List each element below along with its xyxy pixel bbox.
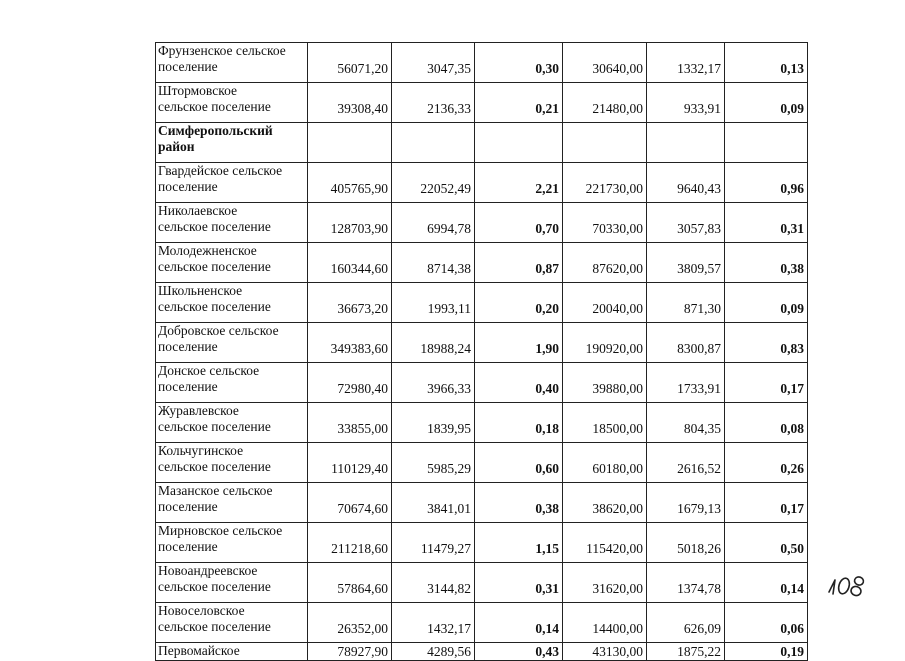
settlement-name-cell <box>156 243 308 283</box>
name-line: поселение <box>158 179 218 194</box>
value-cell-3: 0,60 <box>475 443 563 483</box>
value-cell-5: 871,30 <box>647 283 725 323</box>
name-line: Симферопольский <box>158 123 273 138</box>
value-cell-2: 11479,27 <box>392 523 475 563</box>
value-cell-4: 190920,00 <box>563 323 647 363</box>
settlement-name-cell <box>156 323 308 363</box>
value-cell-5: 9640,43 <box>647 163 725 203</box>
value-cell-3: 0,31 <box>475 563 563 603</box>
name-line: сельское поселение <box>158 619 271 634</box>
value-cell-1: 349383,60 <box>308 323 392 363</box>
settlement-name-cell <box>156 403 308 443</box>
name-line: район <box>158 139 195 154</box>
value-cell-2: 8714,38 <box>392 243 475 283</box>
settlement-name-cell <box>156 163 308 203</box>
value-cell-6: 0,19 <box>725 643 808 661</box>
value-cell-1: 57864,60 <box>308 563 392 603</box>
name-line: Добровское сельское <box>158 323 279 338</box>
value-cell-1: 72980,40 <box>308 363 392 403</box>
value-cell-2: 3047,35 <box>392 43 475 83</box>
value-cell-5: 2616,52 <box>647 443 725 483</box>
value-cell-3: 0,30 <box>475 43 563 83</box>
value-cell-3 <box>475 123 563 163</box>
name-line: Гвардейское сельское <box>158 163 283 178</box>
value-cell-1: 39308,40 <box>308 83 392 123</box>
value-cell-4: 70330,00 <box>563 203 647 243</box>
value-cell-4: 21480,00 <box>563 83 647 123</box>
name-line: сельское поселение <box>158 99 271 114</box>
value-cell-5: 3057,83 <box>647 203 725 243</box>
value-cell-3: 0,40 <box>475 363 563 403</box>
value-cell-6: 0,50 <box>725 523 808 563</box>
value-cell-4: 18500,00 <box>563 403 647 443</box>
value-cell-5: 1374,78 <box>647 563 725 603</box>
value-cell-6: 0,38 <box>725 243 808 283</box>
settlement-name-cell <box>156 483 308 523</box>
value-cell-1: 36673,20 <box>308 283 392 323</box>
value-cell-2: 18988,24 <box>392 323 475 363</box>
value-cell-3: 0,70 <box>475 203 563 243</box>
name-line: сельское поселение <box>158 579 271 594</box>
value-cell-2: 4289,56 <box>392 643 475 661</box>
value-cell-3: 1,15 <box>475 523 563 563</box>
value-cell-3: 2,21 <box>475 163 563 203</box>
settlement-name-cell <box>156 563 308 603</box>
value-cell-1: 211218,60 <box>308 523 392 563</box>
table-row <box>156 523 808 563</box>
settlement-name-cell <box>156 643 308 661</box>
value-cell-6: 0,17 <box>725 363 808 403</box>
value-cell-6: 0,17 <box>725 483 808 523</box>
settlement-name-cell <box>156 283 308 323</box>
value-cell-2: 1993,11 <box>392 283 475 323</box>
value-cell-1: 128703,90 <box>308 203 392 243</box>
value-cell-4: 39880,00 <box>563 363 647 403</box>
value-cell-5: 5018,26 <box>647 523 725 563</box>
value-cell-6: 0,08 <box>725 403 808 443</box>
name-line: сельское поселение <box>158 419 271 434</box>
value-cell-5 <box>647 123 725 163</box>
name-line: поселение <box>158 539 218 554</box>
value-cell-5: 933,91 <box>647 83 725 123</box>
value-cell-4: 60180,00 <box>563 443 647 483</box>
table-row <box>156 443 808 483</box>
value-cell-2: 22052,49 <box>392 163 475 203</box>
name-line: Донское сельское <box>158 363 260 378</box>
name-line: поселение <box>158 339 218 354</box>
table-row <box>156 283 808 323</box>
table-row <box>156 43 808 83</box>
table-row <box>156 643 808 661</box>
settlement-name-cell <box>156 43 308 83</box>
value-cell-3: 0,38 <box>475 483 563 523</box>
value-cell-6: 0,26 <box>725 443 808 483</box>
value-cell-1: 33855,00 <box>308 403 392 443</box>
table-row <box>156 363 808 403</box>
value-cell-1: 110129,40 <box>308 443 392 483</box>
name-line: Новоандреевское <box>158 563 258 578</box>
table-row <box>156 563 808 603</box>
value-cell-3: 0,20 <box>475 283 563 323</box>
value-cell-3: 0,87 <box>475 243 563 283</box>
table-row <box>156 203 808 243</box>
name-line: поселение <box>158 59 218 74</box>
table-row <box>156 243 808 283</box>
name-line: сельское поселение <box>158 259 271 274</box>
value-cell-2 <box>392 123 475 163</box>
name-line: Мирновское сельское <box>158 523 283 538</box>
value-cell-2: 1432,17 <box>392 603 475 643</box>
value-cell-5: 804,35 <box>647 403 725 443</box>
name-line: поселение <box>158 379 218 394</box>
value-cell-1: 56071,20 <box>308 43 392 83</box>
name-line: Школьненское <box>158 283 243 298</box>
value-cell-4: 221730,00 <box>563 163 647 203</box>
value-cell-2: 1839,95 <box>392 403 475 443</box>
value-cell-4: 43130,00 <box>563 643 647 661</box>
value-cell-6: 0,96 <box>725 163 808 203</box>
value-cell-2: 3841,01 <box>392 483 475 523</box>
value-cell-5: 3809,57 <box>647 243 725 283</box>
value-cell-4: 30640,00 <box>563 43 647 83</box>
table-row <box>156 403 808 443</box>
value-cell-1: 70674,60 <box>308 483 392 523</box>
value-cell-4: 14400,00 <box>563 603 647 643</box>
name-line: Николаевское <box>158 203 238 218</box>
value-cell-5: 1679,13 <box>647 483 725 523</box>
value-cell-4: 20040,00 <box>563 283 647 323</box>
name-line: Журавлевское <box>158 403 239 418</box>
district-header-row <box>156 123 808 163</box>
value-cell-6: 0,83 <box>725 323 808 363</box>
value-cell-6: 0,09 <box>725 83 808 123</box>
name-line: сельское поселение <box>158 219 271 234</box>
value-cell-3: 0,43 <box>475 643 563 661</box>
name-line: Фрунзенское сельское <box>158 43 286 58</box>
name-line: сельское поселение <box>158 299 271 314</box>
value-cell-2: 3144,82 <box>392 563 475 603</box>
value-cell-3: 0,14 <box>475 603 563 643</box>
table-row <box>156 483 808 523</box>
value-cell-1: 160344,60 <box>308 243 392 283</box>
value-cell-4: 31620,00 <box>563 563 647 603</box>
name-line: Молодежненское <box>158 243 257 258</box>
table-row <box>156 163 808 203</box>
name-line: Кольчугинское <box>158 443 244 458</box>
value-cell-1: 78927,90 <box>308 643 392 661</box>
district-name-cell <box>156 123 308 163</box>
table-row <box>156 323 808 363</box>
value-cell-2: 5985,29 <box>392 443 475 483</box>
value-cell-2: 6994,78 <box>392 203 475 243</box>
value-cell-4: 38620,00 <box>563 483 647 523</box>
settlement-name-cell <box>156 443 308 483</box>
name-line: поселение <box>158 499 218 514</box>
name-line: сельское поселение <box>158 459 271 474</box>
settlement-name-cell <box>156 203 308 243</box>
value-cell-1: 405765,90 <box>308 163 392 203</box>
value-cell-6: 0,31 <box>725 203 808 243</box>
value-cell-3: 1,90 <box>475 323 563 363</box>
table-body <box>156 43 808 661</box>
value-cell-6 <box>725 123 808 163</box>
value-cell-5: 1875,22 <box>647 643 725 661</box>
value-cell-5: 626,09 <box>647 603 725 643</box>
settlement-name-cell <box>156 523 308 563</box>
table-row <box>156 83 808 123</box>
value-cell-4: 115420,00 <box>563 523 647 563</box>
settlement-name-cell <box>156 363 308 403</box>
settlement-name-cell <box>156 603 308 643</box>
value-cell-6: 0,09 <box>725 283 808 323</box>
name-line: Первомайское <box>158 643 240 658</box>
name-line: Новоселовское <box>158 603 245 618</box>
value-cell-2: 2136,33 <box>392 83 475 123</box>
value-cell-5: 8300,87 <box>647 323 725 363</box>
value-cell-1: 26352,00 <box>308 603 392 643</box>
value-cell-2: 3966,33 <box>392 363 475 403</box>
value-cell-3: 0,21 <box>475 83 563 123</box>
name-line: Мазанское сельское <box>158 483 273 498</box>
value-cell-5: 1332,17 <box>647 43 725 83</box>
settlement-name-cell <box>156 83 308 123</box>
table-row <box>156 603 808 643</box>
value-cell-4: 87620,00 <box>563 243 647 283</box>
value-cell-6: 0,13 <box>725 43 808 83</box>
data-table <box>155 42 808 661</box>
value-cell-5: 1733,91 <box>647 363 725 403</box>
value-cell-6: 0,14 <box>725 563 808 603</box>
value-cell-1 <box>308 123 392 163</box>
name-line: Штормовское <box>158 83 237 98</box>
value-cell-4 <box>563 123 647 163</box>
handwritten-page-number <box>823 570 873 600</box>
value-cell-6: 0,06 <box>725 603 808 643</box>
value-cell-3: 0,18 <box>475 403 563 443</box>
